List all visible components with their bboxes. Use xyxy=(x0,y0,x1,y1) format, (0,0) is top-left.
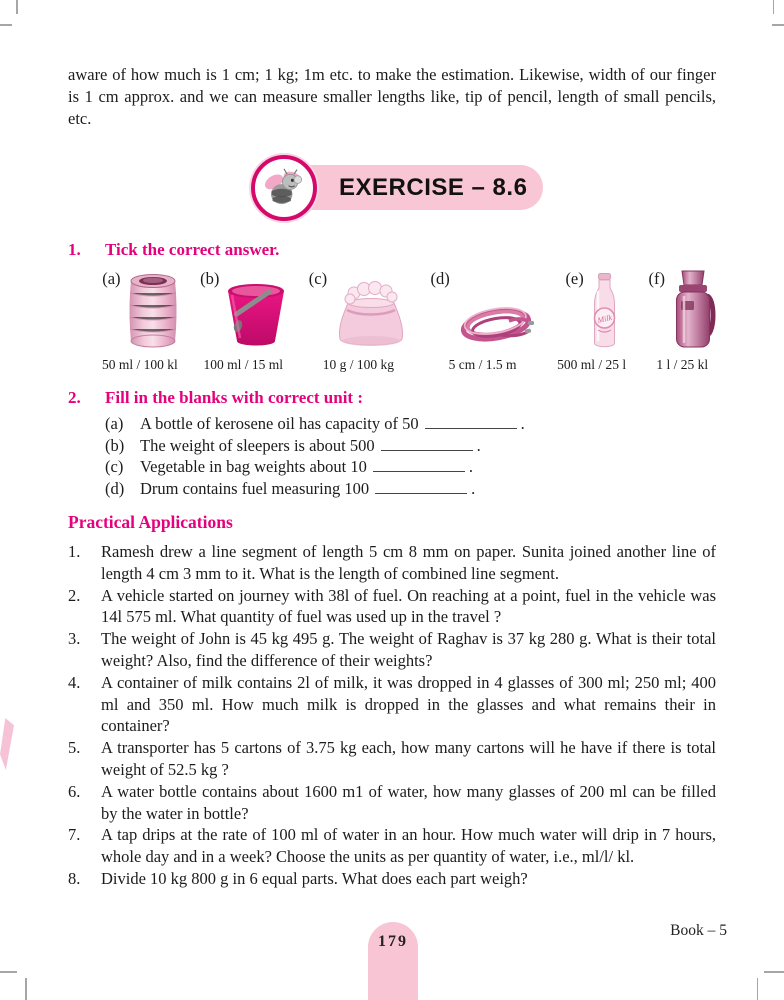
question-2-number: 2. xyxy=(68,388,81,407)
rope-image xyxy=(457,267,535,351)
practical-item-8-number: 8. xyxy=(68,868,81,888)
option-e-caption: 500 ml / 25 l xyxy=(557,357,627,372)
question-1-options xyxy=(68,267,716,373)
option-f-letter: (f) xyxy=(648,269,665,288)
cropmark-bottom-left-v xyxy=(25,978,27,1000)
option-e xyxy=(557,267,626,373)
fill-blank-c-text: Vegetable in bag weights about 10 xyxy=(140,457,367,476)
practical-item-7-text: A tap drips at the rate of 100 ml of water in an hour. How much water will drip in 7 hours, whole day and in a week? Choose the units as per quantity of water, i.e., ml/l/ kl. xyxy=(101,825,716,867)
option-f-caption: 1 l / 25 kl xyxy=(656,357,709,372)
practical-item-5-number: 5. xyxy=(68,738,81,758)
option-e-letter: (e) xyxy=(565,269,584,288)
fill-blank-b-text: The weight of sleepers is about 500 xyxy=(140,435,375,455)
intro-paragraph: aware of how much is 1 cm; 1 kg; 1m etc. to make the estimation. Likewise, width of our finger is 1 cm approx. and we can measure smaller lengths like, tip of pencil, length of small pencils, etc. xyxy=(68,65,716,128)
practical-item-4-text: A container of milk contains 2l of milk, it was dropped in 4 glasses of 300 ml; 250 ml; 400 ml and 350 ml. How much milk is dropped in the glasses and what remains their in container? xyxy=(101,672,716,736)
option-b xyxy=(200,267,286,373)
drum-image xyxy=(128,267,178,351)
question-2-items xyxy=(68,413,716,499)
option-d xyxy=(430,267,534,373)
practical-item-1-text: Ramesh drew a line segment of length 5 cm 8 mm on paper. Sunita joined another line of length 4 cm 3 mm to it. What is the length of combined line segment. xyxy=(101,542,716,583)
practical-applications-heading: Practical Applications xyxy=(68,512,233,532)
practical-item-4-number: 4. xyxy=(68,672,81,692)
fill-blank-c-period: . xyxy=(468,457,473,476)
fill-blank-d-text: Drum contains fuel measuring 100 xyxy=(140,478,370,498)
fill-blank-item-c xyxy=(105,456,716,478)
cropmark-bottom-left-h xyxy=(0,971,17,973)
flask-image xyxy=(672,267,716,351)
fill-blank-b-period: . xyxy=(476,435,481,455)
question-1-number: 1. xyxy=(68,240,81,259)
exercise-banner xyxy=(251,161,543,213)
option-f xyxy=(648,267,715,373)
book-label: Book – 5 xyxy=(670,922,727,939)
exercise-banner-pill xyxy=(281,165,543,210)
option-d-caption: 5 cm / 1.5 m xyxy=(448,357,517,372)
cropmark-bottom-right-h xyxy=(764,971,784,973)
fill-blank-b-blank xyxy=(381,436,473,451)
option-c-letter: (c) xyxy=(308,269,328,288)
practical-item-2-number: 2. xyxy=(68,585,81,605)
cropmark-top-left-h xyxy=(0,24,12,26)
practical-applications-list xyxy=(68,541,716,890)
fill-blank-item-a xyxy=(105,413,716,435)
option-a-caption: 50 ml / 100 kl xyxy=(102,357,178,372)
practical-item-6 xyxy=(68,781,716,825)
fill-blank-d-blank xyxy=(375,479,467,494)
cropmark-bottom-right-v xyxy=(757,978,759,1000)
sack-image xyxy=(334,267,408,351)
milk-label-text: Milk xyxy=(596,312,613,326)
practical-item-6-text: A water bottle contains about 1600 m1 of water, how many glasses of 200 ml can be filled by the water in bottle? xyxy=(101,781,716,823)
milk-bottle-image xyxy=(591,267,618,351)
practical-item-1 xyxy=(68,541,716,585)
bee-mascot-icon xyxy=(251,155,317,221)
practical-item-8 xyxy=(68,868,716,890)
cropmark-top-left-v xyxy=(16,0,18,14)
practical-item-3-text: The weight of John is 45 kg 495 g. The weight of Raghav is 37 kg 280 g. What is their total weight? Also, find the difference of their weights? xyxy=(101,629,716,670)
option-a xyxy=(102,267,178,373)
practical-item-4 xyxy=(68,672,716,737)
practical-item-5 xyxy=(68,737,716,781)
bee-mascot-drawing xyxy=(261,165,307,211)
practical-item-1-number: 1. xyxy=(68,542,81,561)
option-b-letter: (b) xyxy=(200,269,220,288)
cropmark-top-right-v xyxy=(773,0,775,14)
cropmark-top-right-h xyxy=(772,24,784,26)
exercise-title: EXERCISE – 8.6 xyxy=(339,173,528,201)
option-c-caption: 10 g / 100 kg xyxy=(322,357,395,372)
page-number: 179 xyxy=(378,933,408,950)
option-b-caption: 100 ml / 15 ml xyxy=(203,357,284,372)
fill-blank-b-letter: (b) xyxy=(105,435,125,455)
bucket-image xyxy=(226,267,286,351)
practical-item-2-text: A vehicle started on journey with 38l of fuel. On reaching at a point, fuel in the vehicle was 14l 575 ml. What quantity of fuel was used up in the travel ? xyxy=(101,585,716,627)
page-content xyxy=(68,60,716,890)
fill-blank-c-letter: (c) xyxy=(105,457,124,476)
practical-item-6-number: 6. xyxy=(68,781,81,801)
fill-blank-d-period: . xyxy=(471,478,476,498)
practical-item-5-text: A transporter has 5 cartons of 3.75 kg each, how many cartons will he have if there is total weight of 52.5 kg ? xyxy=(101,738,716,779)
question-2-heading xyxy=(68,388,716,408)
practical-item-3-number: 3. xyxy=(68,629,81,649)
question-2-title: Fill in the blanks with correct unit : xyxy=(105,388,363,407)
fill-blank-item-b xyxy=(105,435,716,457)
practical-item-3 xyxy=(68,628,716,672)
fill-blank-c-blank xyxy=(373,457,465,472)
fill-blank-item-d xyxy=(105,478,716,500)
practical-item-2 xyxy=(68,585,716,629)
option-c xyxy=(309,267,408,373)
option-d-letter: (d) xyxy=(430,269,450,288)
page-number-tab xyxy=(368,922,418,1000)
practical-item-7-number: 7. xyxy=(68,825,81,845)
practical-item-8-text: Divide 10 kg 800 g in 6 equal parts. What does each part weigh? xyxy=(101,868,528,888)
fill-blank-a-period: . xyxy=(520,414,525,433)
practical-item-7 xyxy=(68,824,716,868)
fill-blank-d-letter: (d) xyxy=(105,478,125,498)
fill-blank-a-letter: (a) xyxy=(105,414,124,433)
question-1-heading xyxy=(68,240,716,260)
question-1-title: Tick the correct answer. xyxy=(105,240,280,259)
page-edge-decoration xyxy=(0,718,14,770)
option-a-letter: (a) xyxy=(102,269,121,288)
fill-blank-a-text: A bottle of kerosene oil has capacity of 50 xyxy=(140,414,419,433)
fill-blank-a-blank xyxy=(425,414,517,429)
